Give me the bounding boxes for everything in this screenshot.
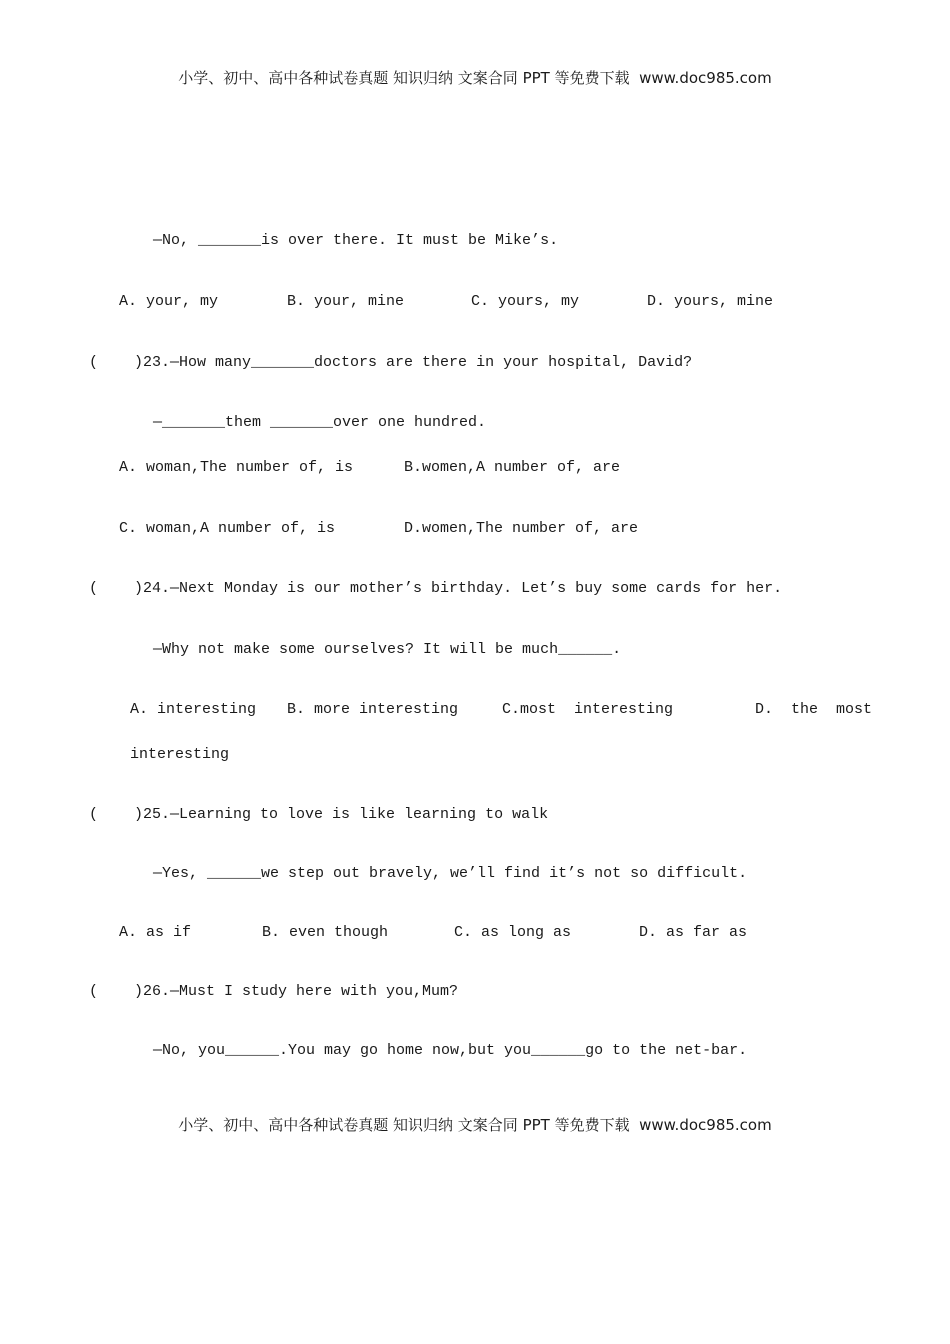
q24-option-a: A. interesting xyxy=(130,701,257,718)
q22-answer-line: —No, _______is over there. It must be Mike’s. xyxy=(153,232,559,249)
q22-option-d: D. yours, mine xyxy=(647,293,774,310)
q23-option-d: D.women,The number of, are xyxy=(404,520,639,537)
q24-option-d-wrap: interesting xyxy=(130,746,230,763)
q26-answer-line: —No, you______.You may go home now,but you______go to the net-bar. xyxy=(153,1042,748,1059)
q24-option-c: C.most interesting xyxy=(502,701,674,718)
q22-option-c: C. yours, my xyxy=(471,293,580,310)
q25-stem: ( )25.—Learning to love is like learning to walk xyxy=(89,806,549,823)
q24-stem: ( )24.—Next Monday is our mother’s birthday. Let’s buy some cards for her. xyxy=(89,580,783,597)
q23-answer-line: —_______them _______over one hundred. xyxy=(153,414,487,431)
q23-option-a: A. woman,The number of, is xyxy=(119,459,354,476)
q24-answer-line: —Why not make some ourselves? It will be much______. xyxy=(153,641,622,658)
q23-option-b: B.women,A number of, are xyxy=(404,459,621,476)
q24-option-d: D. the most xyxy=(755,701,873,718)
q24-option-b: B. more interesting xyxy=(287,701,459,718)
q22-option-a: A. your, my xyxy=(119,293,219,310)
q23-option-c: C. woman,A number of, is xyxy=(119,520,336,537)
q25-option-d: D. as far as xyxy=(639,924,748,941)
q22-option-b: B. your, mine xyxy=(287,293,405,310)
q23-stem: ( )23.—How many_______doctors are there in your hospital, David? xyxy=(89,354,693,371)
q26-stem: ( )26.—Must I study here with you,Mum? xyxy=(89,983,459,1000)
page-header: 小学、初中、高中各种试卷真题 知识归纳 文案合同 PPT 等免费下载 www.doc985.com xyxy=(178,69,772,87)
page-footer: 小学、初中、高中各种试卷真题 知识归纳 文案合同 PPT 等免费下载 www.doc985.com xyxy=(178,1116,772,1134)
q25-option-a: A. as if xyxy=(119,924,192,941)
q25-option-c: C. as long as xyxy=(454,924,572,941)
q25-option-b: B. even though xyxy=(262,924,389,941)
q25-answer-line: —Yes, ______we step out bravely, we’ll find it’s not so difficult. xyxy=(153,865,748,882)
